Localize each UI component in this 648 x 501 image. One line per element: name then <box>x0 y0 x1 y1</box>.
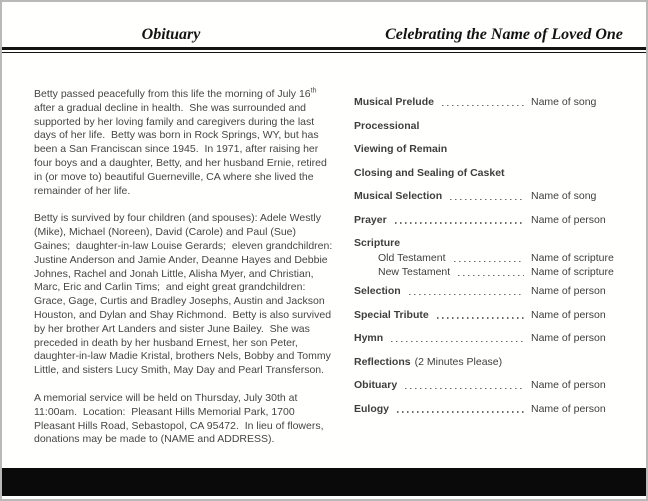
dotted-leader <box>409 294 524 296</box>
program-row <box>354 251 634 265</box>
program-item-value: Name of scripture <box>531 266 614 278</box>
program-item-label: Selection <box>354 285 401 297</box>
program-item-label: Processional <box>354 119 420 132</box>
program-item-label: Obituary <box>354 379 398 391</box>
left-page-title: Obituary <box>141 26 201 43</box>
dotted-leader <box>442 105 524 107</box>
program-row <box>354 95 634 109</box>
program-item-label: Hymn <box>354 332 384 344</box>
program-row <box>354 236 634 250</box>
program-item-value: Name of person <box>531 379 606 391</box>
program-item-label: Prayer <box>354 213 387 226</box>
program-row <box>354 265 634 279</box>
program-row <box>354 331 634 345</box>
program-item-value: Name of song <box>531 190 597 202</box>
program-item-label: Viewing of Remain <box>354 143 448 155</box>
dotted-leader <box>391 341 524 343</box>
program-item-value: Name of person <box>531 402 606 415</box>
program-item-value: Name of person <box>531 285 606 297</box>
dotted-leader <box>395 222 524 224</box>
program-item-note: (2 Minutes Please) <box>414 355 503 368</box>
obituary-section <box>2 53 336 461</box>
program-item-value: Name of person <box>531 213 606 226</box>
dotted-leader <box>450 199 524 201</box>
program-row <box>354 308 634 322</box>
program-row <box>354 355 634 369</box>
page-headers <box>2 2 646 47</box>
program-item-label: Eulogy <box>354 402 390 415</box>
program-row <box>354 213 634 227</box>
program-row <box>354 402 634 416</box>
obituary-paragraph-1-text-post: after a gradual decline in health. She was surrounded and supported by her loving family and caregivers during the last days of her life. Betty was born in Rock Springs, WY, but has been a San Franciscan since 1945. In 1971, after raising her four boys and a daughter, Betty, and her husband Ernie, retired in (or move to) beautiful Guerneville, CA where she lived the remainder of her life. <box>34 88 330 197</box>
right-page-title: Celebrating the Name of Loved One <box>385 26 623 43</box>
program-item-value: Name of person <box>531 332 606 344</box>
program-item-label: Old Testament <box>378 252 446 264</box>
program-item-label: Reflections <box>354 355 411 368</box>
page-content <box>2 53 646 461</box>
dotted-leader <box>437 317 524 319</box>
program-row <box>354 189 634 203</box>
dotted-leader <box>405 388 524 390</box>
superscript-ordinal: th <box>310 87 317 95</box>
program-row <box>354 166 634 180</box>
program-item-label: Musical Selection <box>354 190 443 202</box>
obituary-paragraph-1 <box>34 88 334 198</box>
obituary-paragraph-3: A memorial service will be held on Thursday, July 30th at 11:00am. Location: Pleasant Hills Memorial Park, 1700 Pleasant Hills Road, Sebastopol, CA 95472. In lieu of flowers, donations may be made to (NAME and ADDRESS). <box>34 391 327 446</box>
program-row <box>354 119 634 133</box>
dotted-leader <box>397 411 524 413</box>
program-row <box>354 142 634 156</box>
footer-accent-bar <box>2 468 646 496</box>
program-item-value: Name of song <box>531 96 597 108</box>
program-item-value: Name of scripture <box>531 252 614 264</box>
program-item-label: Scripture <box>354 237 401 249</box>
program-item-label: Closing and Sealing of Casket <box>354 166 505 179</box>
program-item-label: New Testament <box>378 266 451 278</box>
dotted-leader <box>458 275 524 277</box>
dotted-leader <box>454 261 524 263</box>
program-item-label: Special Tribute <box>354 308 429 321</box>
program-row <box>354 378 634 392</box>
program-item-value: Name of person <box>531 308 606 321</box>
program-row <box>354 284 634 298</box>
order-of-service-section <box>326 53 646 461</box>
program-item-label: Musical Prelude <box>354 96 434 108</box>
obituary-paragraph-1-text-pre: Betty passed peacefully from this life the morning of July 16 <box>34 88 311 100</box>
obituary-paragraph-2: Betty is survived by four children (and spouses): Adele Westly (Mike), Michael (Noreen), David (Carole) and Paul (Sue) Gaines; daughter-in-law Louise Gerards; eleven grandchildren: Justine Anderson and Jamie Ander, Deanne Hayes and Debbie Johnes, Rachel and Jonah Little, Alisha Myer, and Christian, Marc, Eric and Carlin Tims; and eight great grandchildren: Grace, Gage, Curtis and Bradley Josephs, Austin and Jackson Houston, and Dylan and Shay Richmond. Betty is also survived by her brother Art Landers and sister June Bailey. She was preceded in death by her husband Ernest, her son Peter, daughter-in-law Madie Kristal, brothers Nels, Bobby and Tommy Little, and sisters Lucy Smith, May Day and Pearl Transferson. <box>34 212 336 377</box>
